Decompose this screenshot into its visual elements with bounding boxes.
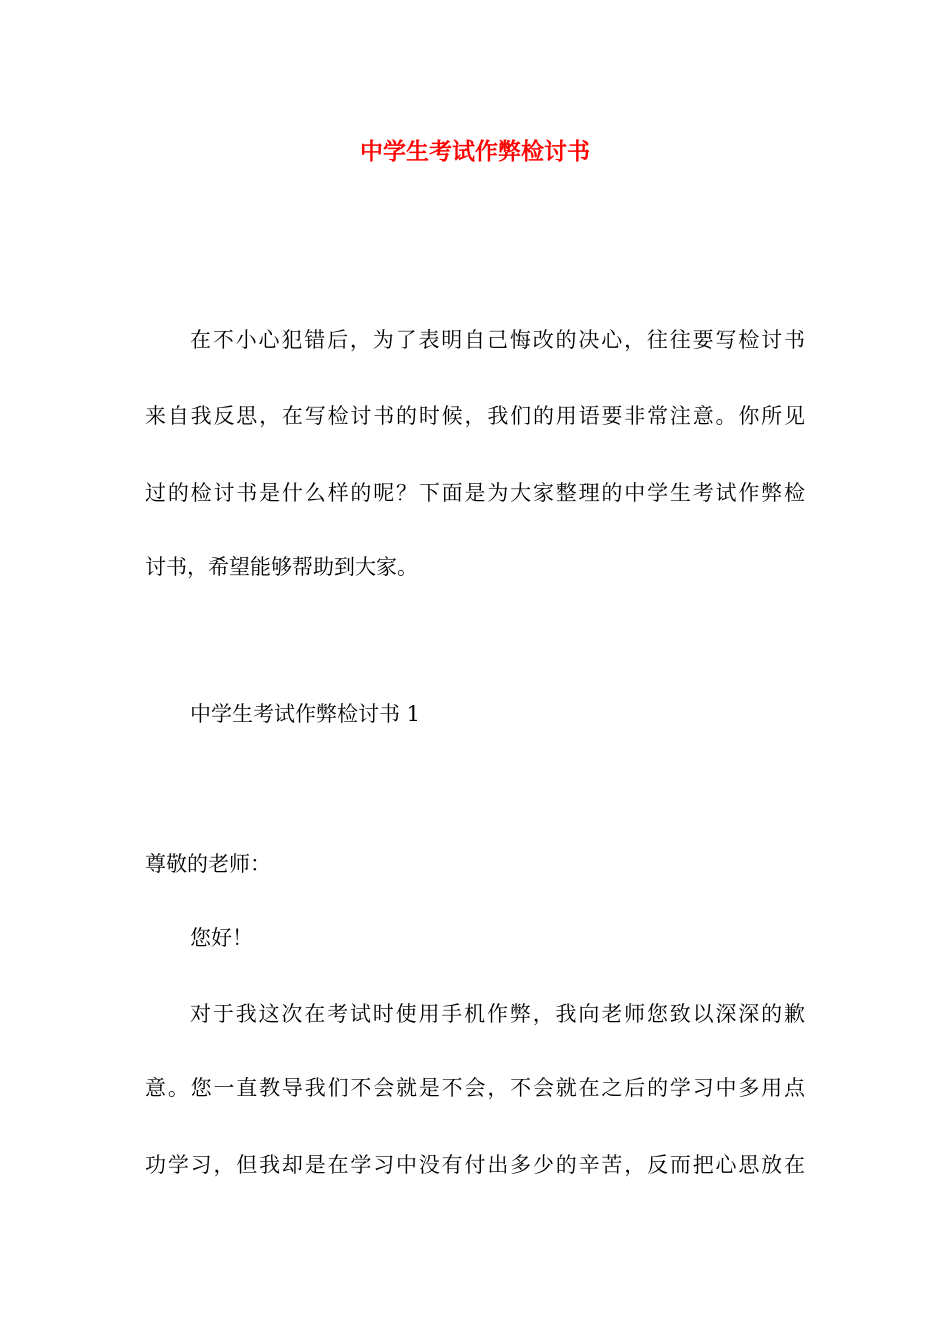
- section-heading: 中学生考试作弊检讨书 1: [190, 702, 421, 726]
- intro-line-4: 讨书，希望能够帮助到大家。: [145, 555, 418, 579]
- document-title: 中学生考试作弊检讨书: [360, 138, 590, 165]
- salutation: 尊敬的老师：: [145, 852, 271, 876]
- body-line-3: 功学习，但我却是在学习中没有付出多少的辛苦，反而把心思放在: [145, 1153, 805, 1177]
- intro-line-1: 在不小心犯错后，为了表明自己悔改的决心，往往要写检讨书: [190, 328, 805, 352]
- greeting: 您好！: [190, 926, 253, 950]
- intro-line-2: 来自我反思，在写检讨书的时候，我们的用语要非常注意。你所见: [145, 404, 805, 428]
- body-line-2: 意。您一直教导我们不会就是不会，不会就在之后的学习中多用点: [145, 1076, 805, 1100]
- intro-line-3: 过的检讨书是什么样的呢？下面是为大家整理的中学生考试作弊检: [145, 481, 805, 505]
- body-line-1: 对于我这次在考试时使用手机作弊，我向老师您致以深深的歉: [190, 1002, 805, 1026]
